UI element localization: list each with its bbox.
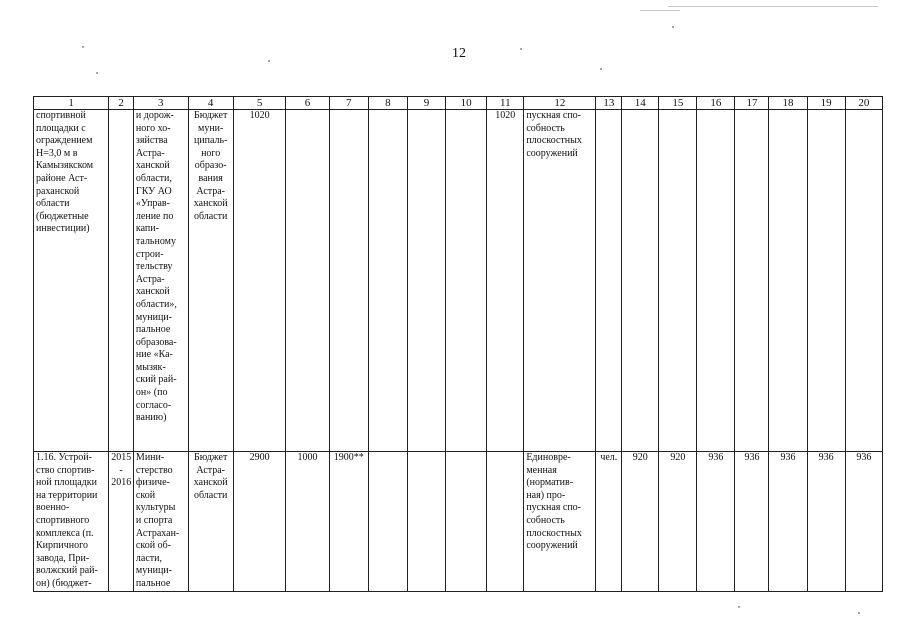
table-cell-executor: Мини- стерство физиче- ской культуры и спорта Астрахан- ской об- ласти, муници- пальное — [133, 452, 188, 592]
col-header-20: 20 — [845, 97, 882, 110]
table-cell-indicator: пускная спо- собность плоскостных сооружений — [524, 110, 596, 452]
col-header-4: 4 — [188, 97, 233, 110]
table-cell-value — [769, 110, 807, 452]
scan-speck — [600, 68, 602, 70]
table-cell-value: 1000 — [286, 452, 329, 592]
scan-speck — [96, 72, 98, 74]
table-cell-period: 2015 - 2016 — [109, 452, 134, 592]
col-header-10: 10 — [446, 97, 487, 110]
table-cell-value — [329, 110, 368, 452]
scan-speck — [738, 606, 740, 608]
col-header-18: 18 — [769, 97, 807, 110]
scan-speck — [520, 48, 522, 50]
table-cell-value: 936 — [807, 452, 845, 592]
table-cell-value: 936 — [845, 452, 882, 592]
table-cell-value — [697, 110, 735, 452]
col-header-6: 6 — [286, 97, 329, 110]
table-cell-total: 1020 — [233, 110, 286, 452]
table-cell-unit — [596, 110, 622, 452]
col-header-19: 19 — [807, 97, 845, 110]
col-header-9: 9 — [407, 97, 445, 110]
table-cell-value — [845, 110, 882, 452]
table-cell-value — [487, 452, 524, 592]
table-cell-value: 920 — [659, 452, 697, 592]
col-header-16: 16 — [697, 97, 735, 110]
table-cell-value — [446, 110, 487, 452]
table-cell-indicator: Единовре- менная (норматив- ная) про- пускная спо- собность плоскостных сооружений — [524, 452, 596, 592]
table-cell-unit: чел. — [596, 452, 622, 592]
table-cell-executor: и дорож- ного хо- зяйства Астра- ханской области, ГКУ АО «Управ- ление по капи- тальному строи- тельству Астра- ханской области», муници- пальное образова- ние «Ка- мызяк- ский рай- он» (по согласо- ванию) — [133, 110, 188, 452]
col-header-17: 17 — [735, 97, 769, 110]
table-cell-value: 1020 — [487, 110, 524, 452]
col-header-12: 12 — [524, 97, 596, 110]
col-header-2: 2 — [109, 97, 134, 110]
page-number: 12 — [452, 46, 466, 61]
table-cell-value — [368, 452, 407, 592]
table-cell-value — [407, 110, 445, 452]
col-header-13: 13 — [596, 97, 622, 110]
col-header-5: 5 — [233, 97, 286, 110]
scan-speck — [268, 60, 270, 62]
table-cell-value — [659, 110, 697, 452]
table-cell-value — [735, 110, 769, 452]
table-cell-value: 1900** — [329, 452, 368, 592]
table-cell-value — [286, 110, 329, 452]
header-row — [34, 97, 883, 110]
scan-line-top — [668, 6, 878, 7]
table-cell-value: 936 — [769, 452, 807, 592]
scan-speck — [672, 26, 674, 28]
table-cell-source: Бюджет муни- ципаль- ного образо- вания Астра- ханской области — [188, 110, 233, 452]
col-header-14: 14 — [622, 97, 659, 110]
table-cell-value — [807, 110, 845, 452]
table-cell-value — [407, 452, 445, 592]
col-header-8: 8 — [368, 97, 407, 110]
col-header-7: 7 — [329, 97, 368, 110]
table-cell-source: Бюджет Астра- ханской области — [188, 452, 233, 592]
col-header-3: 3 — [133, 97, 188, 110]
data-table — [33, 96, 883, 592]
table-cell-name: спортивной площадки с ограждением H=3,0 м в Камызякском районе Аст- раханской области (бюджетные инвестиции) — [34, 110, 109, 452]
scan-speck — [82, 46, 84, 48]
table-cell-value: 920 — [622, 452, 659, 592]
col-header-11: 11 — [487, 97, 524, 110]
table-cell-value: 936 — [697, 452, 735, 592]
col-header-1: 1 — [34, 97, 109, 110]
table-row — [34, 452, 883, 592]
table-cell-total: 2900 — [233, 452, 286, 592]
table-cell-name: 1.16. Устрой- ство спортив- ной площадки на территории военно- спортивного комплекса (п. Кирпичного завода, При- волжский рай- он) (бюджет- — [34, 452, 109, 592]
table-cell-value: 936 — [735, 452, 769, 592]
table-cell-value — [446, 452, 487, 592]
table-cell-value — [368, 110, 407, 452]
scan-line-top-2 — [640, 10, 680, 11]
table-row — [34, 110, 883, 452]
table-cell-value — [622, 110, 659, 452]
scan-speck — [858, 612, 860, 614]
col-header-15: 15 — [659, 97, 697, 110]
table-cell-period — [109, 110, 134, 452]
